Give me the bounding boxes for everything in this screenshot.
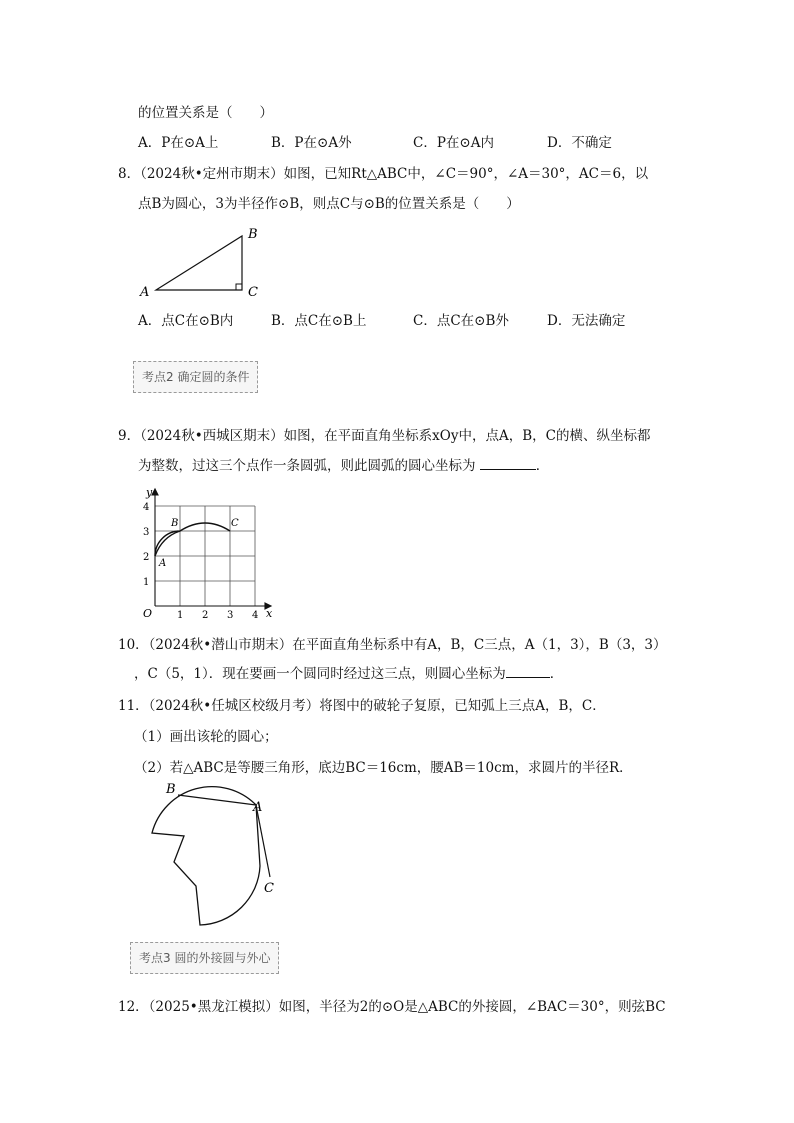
q10-stem-line1: 10．（2024秋•潜山市期末）在平面直角坐标系中有A，B，C三点，A（1，3），B（3，3） — [118, 637, 667, 653]
q8-label-b: B — [248, 227, 258, 242]
q8-option-a: A．点C在⊙B内 — [138, 313, 234, 329]
q9-stem-line1: 9．（2024秋•西城区期末）如图，在平面直角坐标系xOy中，点A，B，C的横、纵坐标都 — [118, 428, 651, 444]
q8-option-c: C．点C在⊙B外 — [413, 313, 509, 329]
q12-stem-line1: 12．（2025•黑龙江模拟）如图，半径为2的⊙O是△ABC的外接圆，∠BAC＝30°，则弦BC — [118, 999, 666, 1015]
q11-label-b: B — [166, 782, 176, 797]
q9-stem-line2 — [138, 457, 549, 475]
q9-x-tick-4: 4 — [252, 610, 259, 621]
q7-stem-tail: 的位置关系是（ ） — [138, 105, 273, 121]
q11-label-c: C — [264, 881, 274, 896]
q9-stem-line2-text: 为整数，过这三个点作一条圆弧，则此圆弧的圆心坐标为 — [138, 458, 480, 474]
q9-y-tick-2: 2 — [143, 552, 150, 563]
section-tag-3: 考点3 圆的外接圆与外心 — [130, 942, 279, 974]
q9-point-a-label: A — [159, 558, 167, 569]
q8-stem-line1: 8．（2024秋•定州市期末）如图，已知Rt△ABC中，∠C＝90°，∠A＝30°，AC＝6，以 — [118, 166, 649, 182]
q8-option-d: D．无法确定 — [547, 313, 626, 329]
q7-option-a: A．P在⊙A上 — [138, 135, 219, 151]
q9-answer-blank — [480, 457, 536, 470]
q9-axis-x-label: x — [266, 607, 273, 620]
q10-stem-line2-end: ． — [549, 666, 564, 682]
q9-point-c-label: C — [231, 518, 239, 529]
q9-coordinate-figure — [140, 482, 280, 622]
q7-option-c: C．P在⊙A内 — [413, 135, 494, 151]
q7-option-d: D．不确定 — [547, 135, 612, 151]
q9-stem-line2-end: ． — [535, 458, 550, 474]
q10-stem-line2 — [134, 665, 563, 683]
q9-axis-y-label: y — [146, 486, 153, 499]
q7-option-b: B．P在⊙A外 — [271, 135, 352, 151]
q9-y-tick-4: 4 — [143, 502, 150, 513]
q8-option-b: B．点C在⊙B上 — [271, 313, 367, 329]
q9-x-tick-1: 1 — [177, 610, 184, 621]
q8-triangle-figure — [136, 224, 266, 300]
q8-label-c: C — [248, 285, 258, 300]
q9-y-tick-3: 3 — [143, 527, 150, 538]
q10-answer-blank — [506, 665, 550, 678]
section-tag-2: 考点2 确定圆的条件 — [133, 361, 258, 393]
q9-x-tick-2: 2 — [202, 610, 209, 621]
q9-point-b-label: B — [171, 518, 179, 529]
q11-subquestion-1: （1）画出该轮的圆心； — [134, 729, 278, 745]
q8-stem-line2: 点B为圆心，3为半径作⊙B，则点C与⊙B的位置关系是（ ） — [138, 196, 520, 212]
q8-label-a: A — [140, 285, 150, 300]
q11-stem-line1: 11．（2024秋•任城区校级月考）将图中的破轮子复原，已知弧上三点A，B，C． — [118, 698, 606, 714]
q10-stem-line2-text: ，C（5，1）．现在要画一个圆同时经过这三点，则圆心坐标为 — [134, 666, 506, 682]
q11-subquestion-2: （2）若△ABC是等腰三角形，底边BC＝16cm，腰AB＝10cm，求圆片的半径R． — [134, 760, 633, 776]
q11-label-a: A — [253, 800, 263, 815]
q9-origin-label: O — [143, 607, 153, 620]
q9-y-tick-1: 1 — [143, 577, 150, 588]
q9-x-tick-3: 3 — [227, 610, 234, 621]
q11-broken-wheel-figure — [128, 778, 288, 930]
